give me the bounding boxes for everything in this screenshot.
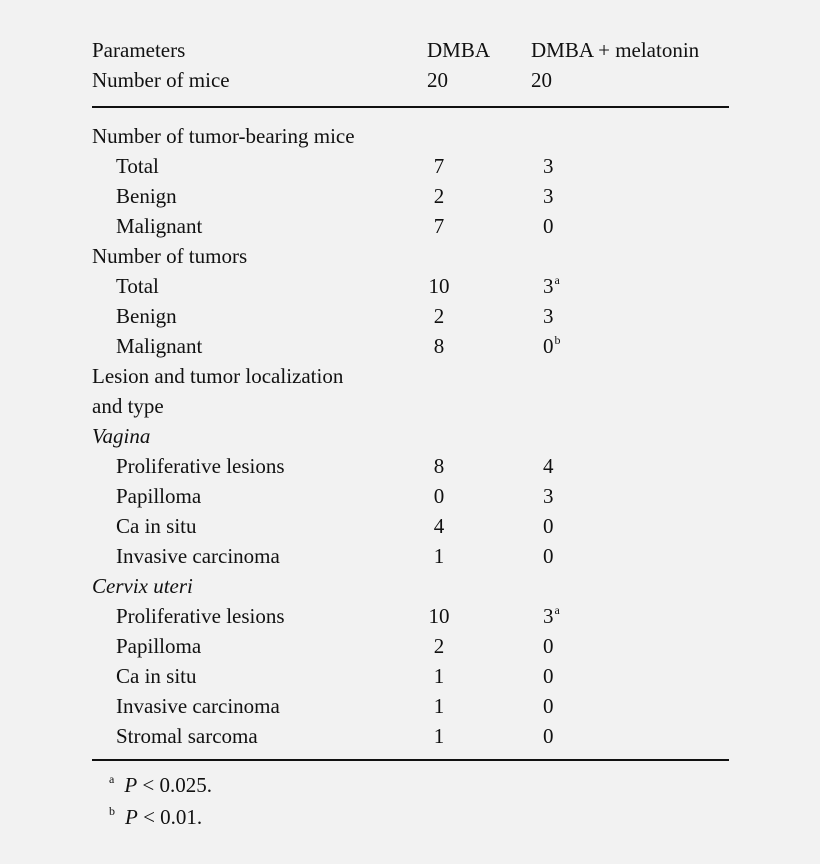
mice-melatonin-value: 20: [531, 68, 552, 92]
row-label: Cervix uteri: [92, 574, 193, 598]
row-dmba-value: 2: [433, 634, 445, 658]
row-label: Total: [116, 154, 159, 178]
row-melatonin-value: [543, 694, 554, 718]
row-label: Vagina: [92, 424, 151, 448]
row-label: Malignant: [116, 214, 203, 238]
row-melatonin-value: [543, 484, 554, 508]
row-label: Papilloma: [116, 634, 202, 658]
row-dmba-value: 10: [428, 604, 450, 628]
row-melatonin-number: 0: [543, 544, 554, 568]
row-label: Number of tumors: [92, 244, 248, 268]
row-melatonin-number: 0: [543, 334, 554, 358]
row-label: Proliferative lesions: [116, 454, 285, 478]
row-dmba-value: 4: [433, 514, 445, 538]
row-label: Benign: [116, 184, 177, 208]
row-label: Lesion and tumor localization: [92, 364, 344, 388]
row-label: Invasive carcinoma: [116, 694, 280, 718]
row-melatonin-value: [543, 604, 560, 628]
significance-superscript: a: [554, 273, 560, 287]
row-melatonin-number: 3: [543, 484, 554, 508]
significance-superscript: a: [554, 603, 560, 617]
row-melatonin-number: 0: [543, 724, 554, 748]
row-dmba-value: 10: [428, 274, 450, 298]
row-melatonin-value: [543, 724, 554, 748]
row-melatonin-value: [543, 454, 554, 478]
row-dmba-value: 2: [433, 304, 445, 328]
row-label: Papilloma: [116, 484, 202, 508]
footnote-p: P: [125, 805, 138, 829]
row-melatonin-number: 0: [543, 214, 554, 238]
row-melatonin-number: 0: [543, 694, 554, 718]
row-dmba-value: 1: [433, 724, 445, 748]
row-melatonin-value: [543, 274, 560, 298]
row-label: Invasive carcinoma: [116, 544, 280, 568]
footnote: [108, 805, 202, 829]
row-melatonin-value: [543, 154, 554, 178]
row-dmba-value: 0: [433, 484, 445, 508]
header-number-of-mice: Number of mice: [92, 68, 230, 92]
row-melatonin-number: 3: [543, 304, 554, 328]
row-melatonin-number: 0: [543, 634, 554, 658]
row-dmba-value: 7: [433, 154, 445, 178]
footnote: [108, 773, 212, 797]
row-label: and type: [92, 394, 164, 418]
significance-superscript: b: [554, 333, 561, 347]
row-dmba-value: 1: [433, 664, 445, 688]
row-label: Malignant: [116, 334, 203, 358]
row-melatonin-number: 3: [543, 184, 554, 208]
row-label: Proliferative lesions: [116, 604, 285, 628]
footnote-mark: b: [109, 804, 115, 818]
footnote-text: < 0.01.: [137, 805, 203, 829]
header-dmba-melatonin: DMBA + melatonin: [531, 38, 700, 62]
row-label: Ca in situ: [116, 664, 197, 688]
row-melatonin-number: 0: [543, 514, 554, 538]
row-melatonin-number: 3: [543, 274, 554, 298]
row-dmba-value: 8: [433, 334, 445, 358]
row-dmba-value: 7: [433, 214, 445, 238]
row-melatonin-value: [543, 544, 554, 568]
row-melatonin-number: 3: [543, 154, 554, 178]
row-melatonin-value: [543, 634, 554, 658]
row-melatonin-number: 4: [543, 454, 554, 478]
row-dmba-value: 8: [433, 454, 445, 478]
row-melatonin-value: [543, 334, 561, 358]
footnote-mark: a: [109, 772, 115, 786]
header-dmba: DMBA: [427, 38, 491, 62]
row-melatonin-value: [543, 184, 554, 208]
row-label: Total: [116, 274, 159, 298]
row-label: Number of tumor-bearing mice: [92, 124, 355, 148]
row-dmba-value: 1: [433, 544, 445, 568]
row-melatonin-value: [543, 514, 554, 538]
row-melatonin-value: [543, 214, 554, 238]
row-melatonin-number: 3: [543, 604, 554, 628]
footnote-p: P: [124, 773, 138, 797]
row-label: Benign: [116, 304, 177, 328]
row-melatonin-value: [543, 304, 554, 328]
mice-dmba-value: 20: [427, 68, 448, 92]
row-melatonin-value: [543, 664, 554, 688]
footnote-text: < 0.025.: [137, 773, 212, 797]
row-dmba-value: 2: [433, 184, 445, 208]
header-rule: [92, 106, 729, 108]
row-melatonin-number: 0: [543, 664, 554, 688]
row-dmba-value: 1: [433, 694, 445, 718]
bottom-rule: [92, 759, 729, 761]
row-label: Ca in situ: [116, 514, 197, 538]
header-parameters: Parameters: [92, 38, 186, 62]
row-label: Stromal sarcoma: [116, 724, 258, 748]
